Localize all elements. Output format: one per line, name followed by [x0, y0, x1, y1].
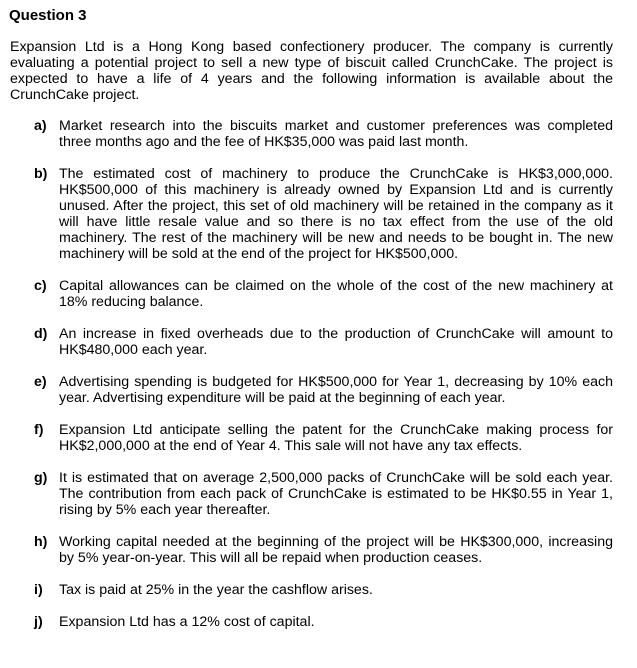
question-item-f — [9, 422, 613, 454]
item-label: d) — [34, 326, 48, 342]
item-label: g) — [34, 470, 48, 486]
item-label: f) — [34, 422, 44, 438]
item-label: c) — [34, 278, 47, 294]
item-label: e) — [34, 374, 47, 390]
item-text: Capital allowances can be claimed on the whole of the cost of the new machinery at 18% reducing balance. — [59, 278, 613, 310]
item-label: i) — [34, 582, 43, 598]
item-text: Expansion Ltd has a 12% cost of capital. — [59, 614, 315, 630]
item-text: Market research into the biscuits market and customer preferences was completed three months ago and the fee of HK$35,000 was paid last month. — [59, 118, 613, 150]
item-label: a) — [34, 118, 47, 134]
question-item-a — [9, 118, 613, 150]
question-items-list — [9, 118, 613, 630]
question-item-c — [9, 278, 613, 310]
question-item-e — [9, 374, 613, 406]
item-text: Tax is paid at 25% in the year the cashflow arises. — [59, 582, 373, 598]
item-text: The estimated cost of machinery to produce the CrunchCake is HK$3,000,000. HK$500,000 of this machinery is already owned by Expansion Ltd and is currently unused. After the project, this set of old machinery will be retained in the company as it will have little resale value and so there is no tax effect from the use of the old machinery. The rest of the machinery will be new and needs to be bought in. The new machinery will be sold at the end of the project for HK$500,000. — [59, 166, 613, 262]
question-item-d — [9, 326, 613, 358]
question-item-j — [9, 614, 613, 630]
question-item-i — [9, 582, 613, 598]
item-text: Expansion Ltd anticipate selling the patent for the CrunchCake making process for HK$2,000,000 at the end of Year 4. This sale will not have any tax effects. — [59, 422, 613, 454]
question-item-h — [9, 534, 613, 566]
item-text: An increase in fixed overheads due to the production of CrunchCake will amount to HK$480,000 each year. — [59, 326, 613, 358]
item-text: Working capital needed at the beginning of the project will be HK$300,000, increasing by 5% year-on-year. This will all be repaid when production ceases. — [59, 534, 613, 566]
item-text: Advertising spending is budgeted for HK$500,000 for Year 1, decreasing by 10% each year. Advertising expenditure will be paid at the beginning of each year. — [59, 374, 613, 406]
question-item-g — [9, 470, 613, 518]
item-label: h) — [34, 534, 48, 550]
question-title: Question 3 — [9, 7, 87, 24]
item-label: b) — [34, 166, 48, 182]
item-label: j) — [34, 614, 43, 630]
question-intro: Expansion Ltd is a Hong Kong based confectionery producer. The company is currently evaluating a potential project to sell a new type of biscuit called CrunchCake. The project is expected to have a life of 4 years and the following information is available about the CrunchCake project. — [10, 39, 613, 103]
question-item-b — [9, 166, 613, 262]
item-text: It is estimated that on average 2,500,000 packs of CrunchCake will be sold each year. The contribution from each pack of CrunchCake is estimated to be HK$0.55 in Year 1, rising by 5% each year thereafter. — [59, 470, 613, 518]
